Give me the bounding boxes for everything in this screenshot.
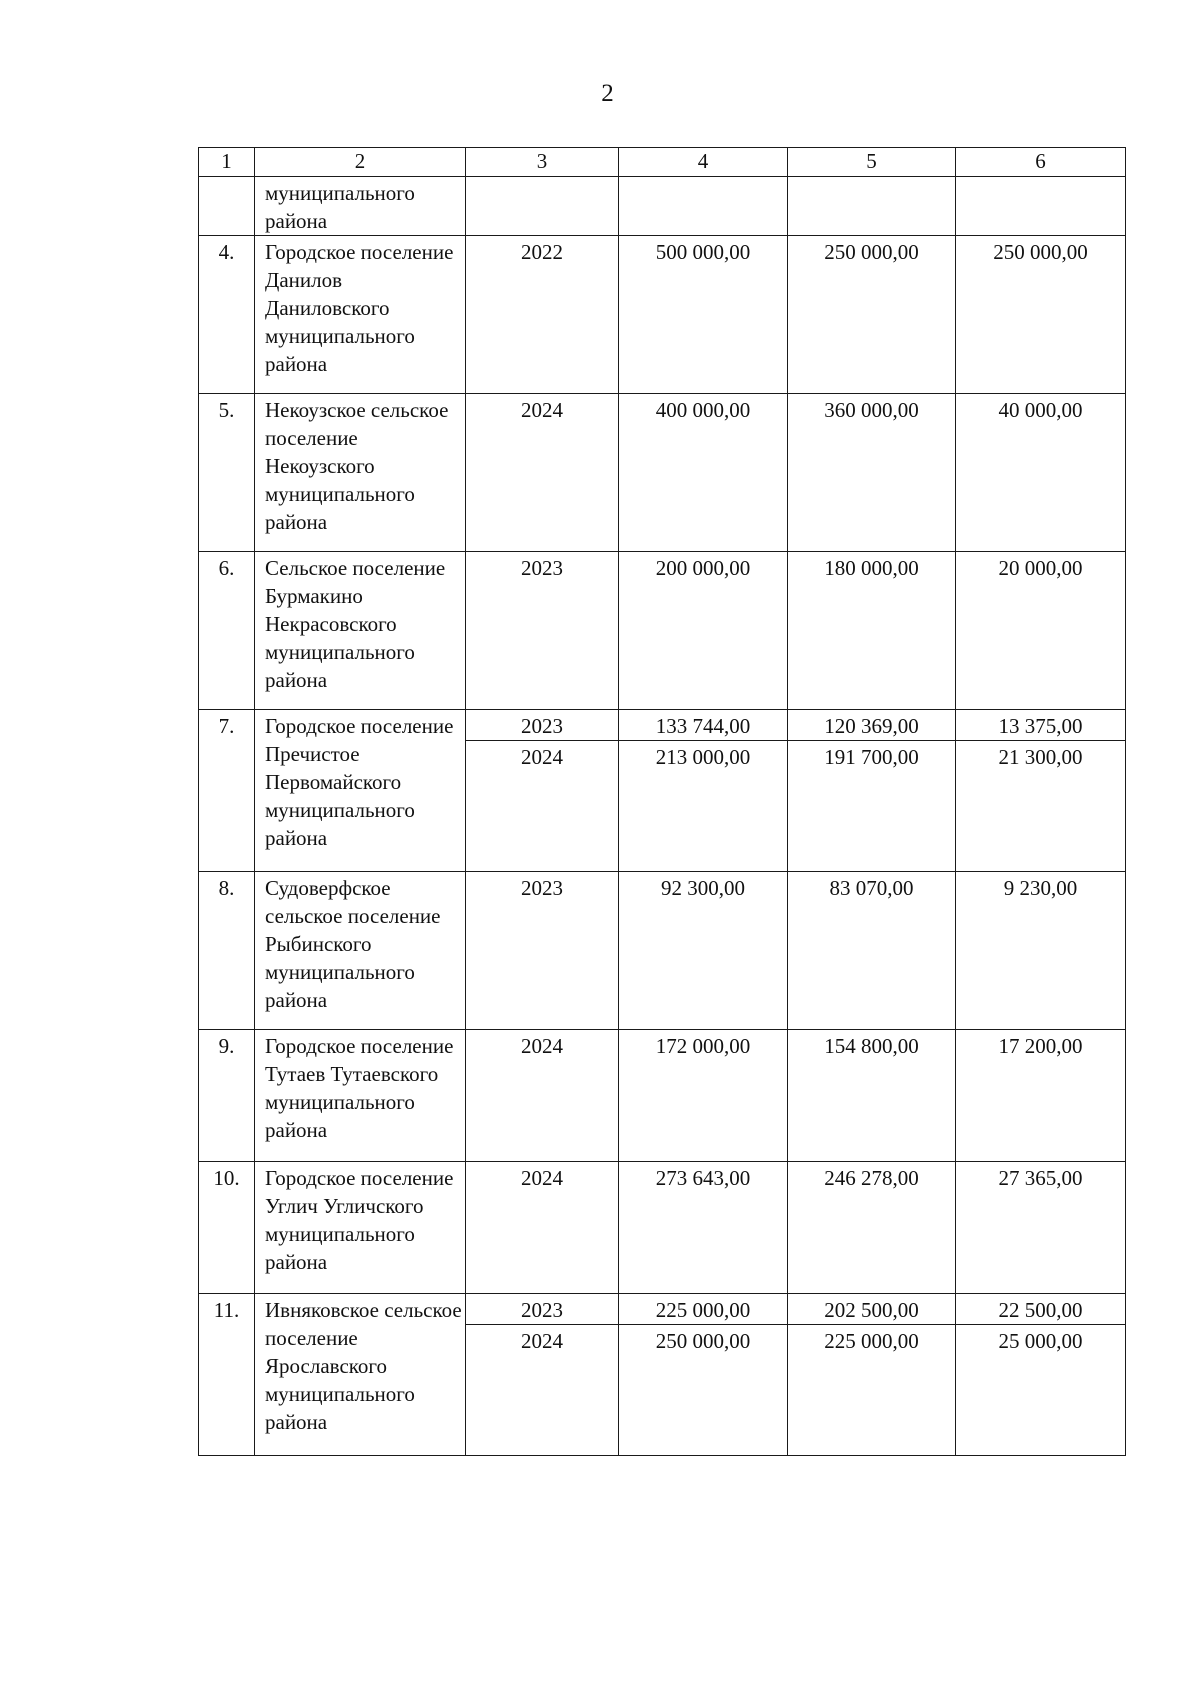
row-number: 8.	[199, 872, 255, 1030]
amount-cell: 246 278,00	[788, 1162, 956, 1294]
amount-cell: 92 300,00	[619, 872, 788, 1030]
page-number: 2	[601, 80, 614, 107]
amount-cell: 191 700,00	[788, 741, 956, 872]
column-header: 4	[619, 148, 788, 177]
settlement-name: Судоверфское сельское поселение Рыбинского муниципального района	[255, 872, 466, 1030]
amount-cell	[788, 177, 956, 236]
year-cell: 2024	[466, 394, 619, 552]
column-header: 3	[466, 148, 619, 177]
settlement-name: Городское поселение Углич Угличского муниципального района	[255, 1162, 466, 1294]
amount-cell: 13 375,00	[956, 710, 1126, 741]
amount-cell: 83 070,00	[788, 872, 956, 1030]
funding-table	[198, 147, 1126, 1456]
amount-cell	[619, 177, 788, 236]
column-header: 1	[199, 148, 255, 177]
amount-cell: 27 365,00	[956, 1162, 1126, 1294]
settlement-name: Городское поселение Данилов Даниловского муниципального района	[255, 236, 466, 394]
table-row	[199, 1294, 1126, 1325]
amount-cell: 154 800,00	[788, 1030, 956, 1162]
year-cell: 2024	[466, 1162, 619, 1294]
row-number: 4.	[199, 236, 255, 394]
amount-cell: 22 500,00	[956, 1294, 1126, 1325]
amount-cell: 25 000,00	[956, 1325, 1126, 1456]
year-cell: 2023	[466, 552, 619, 710]
table-row	[199, 1162, 1126, 1294]
amount-cell: 213 000,00	[619, 741, 788, 872]
settlement-name: Ивняковское сельское поселение Ярославского муниципального района	[255, 1294, 466, 1456]
year-cell: 2023	[466, 1294, 619, 1325]
row-number-cell	[199, 177, 255, 236]
row-number: 11.	[199, 1294, 255, 1456]
amount-cell: 17 200,00	[956, 1030, 1126, 1162]
amount-cell: 225 000,00	[788, 1325, 956, 1456]
year-cell: 2024	[466, 741, 619, 872]
amount-cell: 21 300,00	[956, 741, 1126, 872]
column-header: 2	[255, 148, 466, 177]
table-row	[199, 872, 1126, 1030]
row-number: 5.	[199, 394, 255, 552]
amount-cell: 9 230,00	[956, 872, 1126, 1030]
amount-cell: 40 000,00	[956, 394, 1126, 552]
row-number: 10.	[199, 1162, 255, 1294]
settlement-name: Некоузское сельское поселение Некоузского муниципального района	[255, 394, 466, 552]
settlement-name: Городское поселение Пречистое Первомайского муниципального района	[255, 710, 466, 872]
column-header: 5	[788, 148, 956, 177]
settlement-name: муниципального района	[255, 177, 466, 236]
amount-cell: 200 000,00	[619, 552, 788, 710]
amount-cell: 273 643,00	[619, 1162, 788, 1294]
amount-cell: 120 369,00	[788, 710, 956, 741]
header-row	[199, 148, 1126, 177]
table-row	[199, 394, 1126, 552]
amount-cell: 400 000,00	[619, 394, 788, 552]
amount-cell: 172 000,00	[619, 1030, 788, 1162]
row-number: 7.	[199, 710, 255, 872]
table-row	[199, 552, 1126, 710]
amount-cell: 500 000,00	[619, 236, 788, 394]
year-cell: 2024	[466, 1030, 619, 1162]
row-number: 6.	[199, 552, 255, 710]
amount-cell: 250 000,00	[619, 1325, 788, 1456]
settlement-name: Сельское поселение Бурмакино Некрасовского муниципального района	[255, 552, 466, 710]
table-row	[199, 710, 1126, 741]
amount-cell: 250 000,00	[956, 236, 1126, 394]
table-row	[199, 1030, 1126, 1162]
year-cell: 2023	[466, 710, 619, 741]
settlement-name: Городское поселение Тутаев Тутаевского муниципального района	[255, 1030, 466, 1162]
table-row	[199, 236, 1126, 394]
year-cell: 2024	[466, 1325, 619, 1456]
amount-cell: 225 000,00	[619, 1294, 788, 1325]
year-cell: 2023	[466, 872, 619, 1030]
continuation-row	[199, 177, 1126, 236]
year-cell: 2022	[466, 236, 619, 394]
amount-cell: 202 500,00	[788, 1294, 956, 1325]
amount-cell	[956, 177, 1126, 236]
amount-cell: 133 744,00	[619, 710, 788, 741]
year-cell	[466, 177, 619, 236]
amount-cell: 360 000,00	[788, 394, 956, 552]
data-rows	[199, 236, 1126, 1456]
amount-cell: 250 000,00	[788, 236, 956, 394]
row-number: 9.	[199, 1030, 255, 1162]
column-header: 6	[956, 148, 1126, 177]
amount-cell: 180 000,00	[788, 552, 956, 710]
amount-cell: 20 000,00	[956, 552, 1126, 710]
